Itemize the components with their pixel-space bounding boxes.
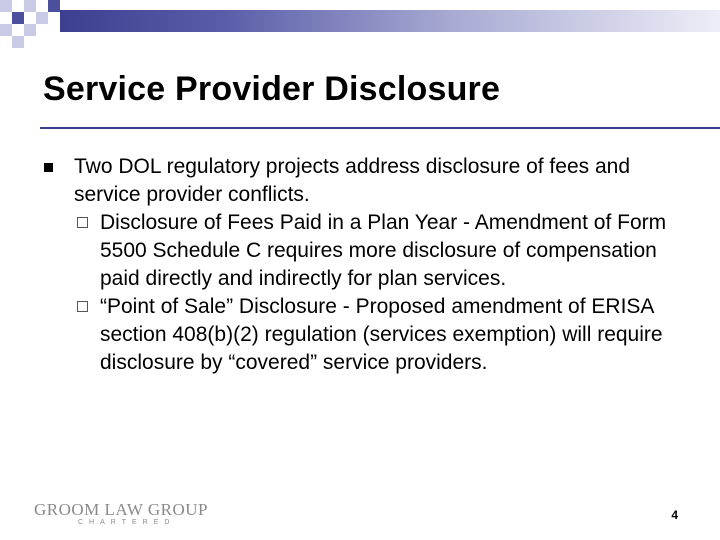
bullet-item	[44, 153, 694, 209]
page-number: 4	[671, 508, 678, 522]
square-bullet-icon	[44, 163, 53, 172]
sub-bullet-item	[44, 209, 694, 293]
header-decoration	[0, 0, 720, 48]
logo-subtitle: CHARTERED	[78, 519, 176, 526]
title-underline	[40, 127, 720, 129]
sub-bullet-text: “Point of Sale” Disclosure - Proposed amendment of ERISA section 408(b)(2) regulation (services exemption) will require disclosure by “covered” service providers.	[100, 295, 663, 374]
hollow-square-bullet-icon	[77, 301, 88, 312]
slide-body	[44, 153, 694, 377]
logo-name: GROOM LAW GROUP	[34, 500, 208, 519]
sub-bullet-text: Disclosure of Fees Paid in a Plan Year - Amendment of Form 5500 Schedule C requires more disclosure of compensation paid directly and indirectly for plan services.	[100, 211, 667, 290]
slide-title: Service Provider Disclosure	[43, 70, 501, 108]
groom-law-group-logo	[34, 500, 208, 526]
hollow-square-bullet-icon	[77, 217, 88, 228]
bullet-text: Two DOL regulatory projects address disclosure of fees and service provider conflicts.	[74, 155, 630, 206]
header-gradient-bar	[60, 10, 720, 32]
sub-bullet-item	[44, 293, 694, 377]
